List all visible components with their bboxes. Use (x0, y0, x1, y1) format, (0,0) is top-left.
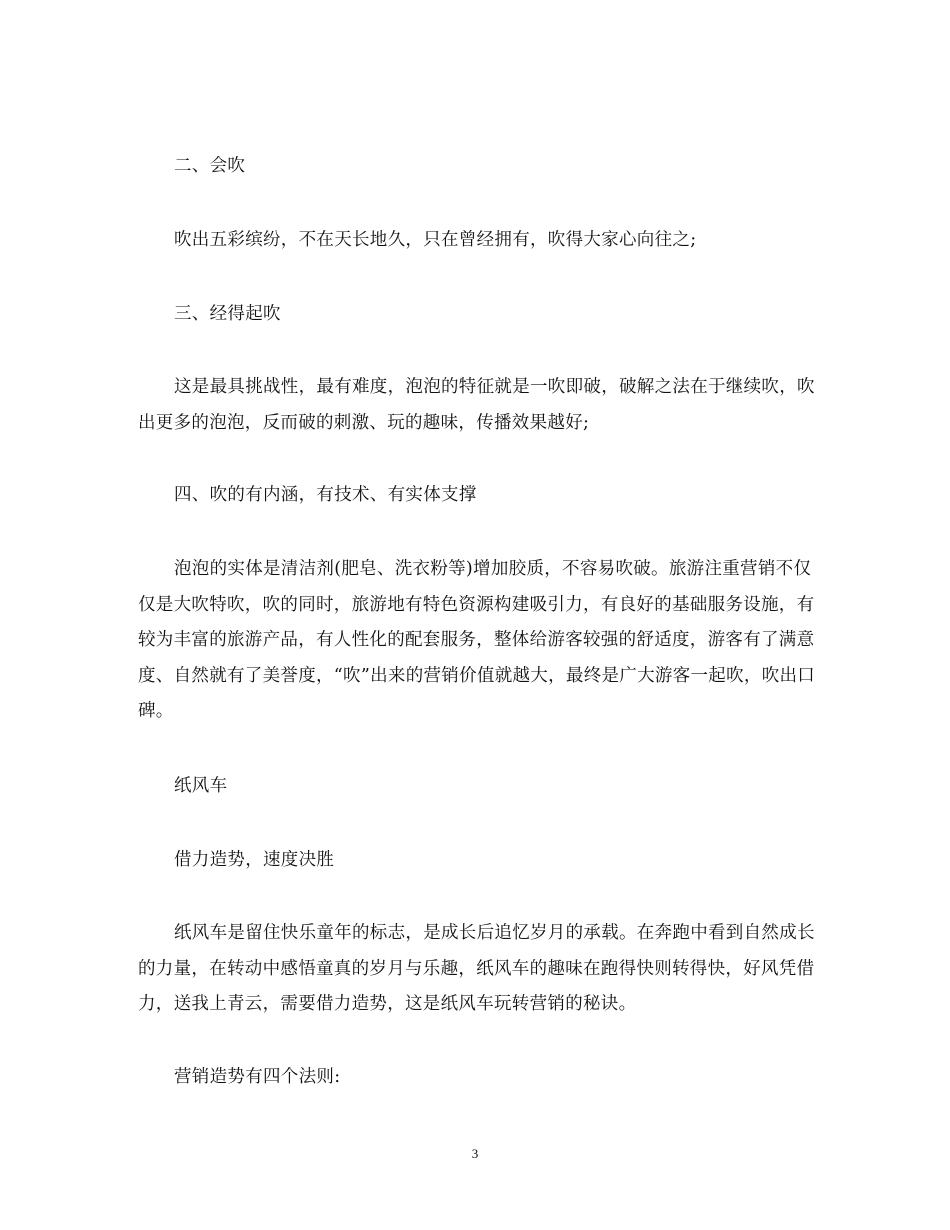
paragraph-four-rules: 营销造势有四个法则: (174, 1067, 341, 1087)
heading-jing-de-qi-chui: 三、经得起吹 (174, 304, 281, 324)
subheading-momentum: 借力造势，速度决胜 (174, 850, 335, 870)
heading-substance: 四、吹的有内涵，有技术、有实体支撑 (174, 485, 477, 505)
paragraph-colorful: 吹出五彩缤纷，不在天长地久，只在曾经拥有，吹得大家心向往之; (174, 230, 697, 250)
heading-paper-windmill: 纸风车 (174, 776, 228, 796)
heading-hui-chui: 二、会吹 (174, 156, 246, 176)
page-number: 3 (471, 1146, 479, 1161)
paragraph-windmill: 纸风车是留住快乐童年的标志，是成长后追忆岁月的承载。在奔跑中看到自然成长的力量，在转动中感悟童真的岁月与乐趣，纸风车的趣味在跑得快则转得快，好风凭借力，送我上青云，需要借力造势，这是纸风车玩转营销的秘诀。 (138, 923, 815, 1014)
paragraph-challenge: 这是最具挑战性，最有难度，泡泡的特征就是一吹即破，破解之法在于继续吹，吹出更多的泡泡，反而破的刺激、玩的趣味，传播效果越好; (138, 377, 815, 433)
paragraph-bubble-entity: 泡泡的实体是清洁剂(肥皂、洗衣粉等)增加胶质，不容易吹破。旅游注重营销不仅仅是大吹特吹，吹的同时，旅游地有特色资源构建吸引力，有良好的基础服务设施，有较为丰富的旅游产品，有人性化的配套服务，整体给游客较强的舒适度，游客有了满意度、自然就有了美誉度，“吹”出来的营销价值就越大，最终是广大游客一起吹，吹出口碑。 (138, 559, 816, 721)
